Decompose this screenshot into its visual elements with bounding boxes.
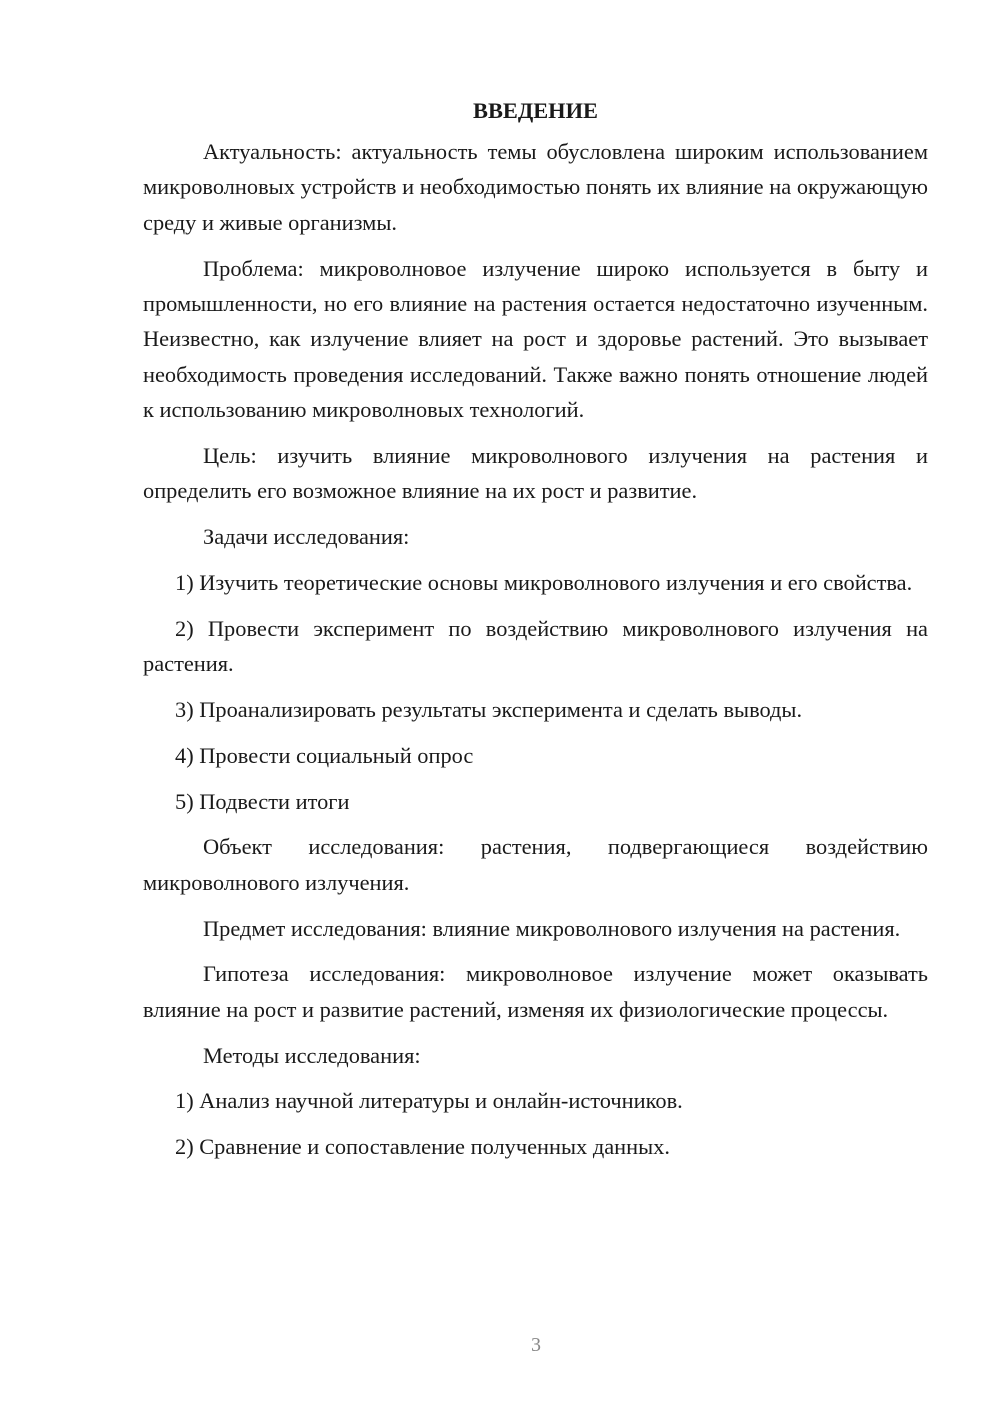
object-paragraph: Объект исследования: растения, подвергающиеся воздействию микроволнового излучения. bbox=[143, 834, 928, 895]
task-item: 5) Подвести итоги bbox=[175, 788, 350, 814]
method-item: 2) Сравнение и сопоставление полученных данных. bbox=[175, 1134, 670, 1160]
problem-paragraph: Проблема: микроволновое излучение широко используется в быту и промышленности, но его влияние на растения остается недостаточно изученным. Неизвестно, как излучение влияет на рост и здоровье растений. Это вызывает необходимость проведения исследований. Также важно понять отношение людей к использованию микроволновых технологий. bbox=[143, 255, 928, 423]
task-item: 4) Провести социальный опрос bbox=[175, 742, 474, 768]
goal-paragraph: Цель: изучить влияние микроволнового излучения на растения и определить его возможное влияние на их рост и развитие. bbox=[143, 443, 928, 504]
page-number: 3 bbox=[531, 1334, 541, 1356]
task-item: 1) Изучить теоретические основы микроволнового излучения и его свойства. bbox=[175, 570, 913, 596]
hypothesis-paragraph: Гипотеза исследования: микроволновое излучение может оказывать влияние на рост и развитие растений, изменяя их физиологические процессы. bbox=[143, 961, 928, 1022]
subject-paragraph: Предмет исследования: влияние микроволнового излучения на растения. bbox=[203, 915, 901, 941]
task-item: 2) Провести эксперимент по воздействию микроволнового излучения на растения. bbox=[143, 615, 928, 677]
task-item: 3) Проанализировать результаты эксперимента и сделать выводы. bbox=[175, 697, 803, 723]
method-item: 1) Анализ научной литературы и онлайн-источников. bbox=[175, 1088, 683, 1114]
tasks-heading: Задачи исследования: bbox=[203, 524, 410, 550]
methods-heading: Методы исследования: bbox=[203, 1042, 421, 1068]
section-heading: ВВЕДЕНИЕ bbox=[473, 98, 598, 123]
relevance-paragraph: Актуальность: актуальность темы обусловлена широким использованием микроволновых устройств и необходимостью понять их влияние на окружающую среду и живые организмы. bbox=[143, 139, 928, 235]
document-body bbox=[143, 94, 928, 1175]
